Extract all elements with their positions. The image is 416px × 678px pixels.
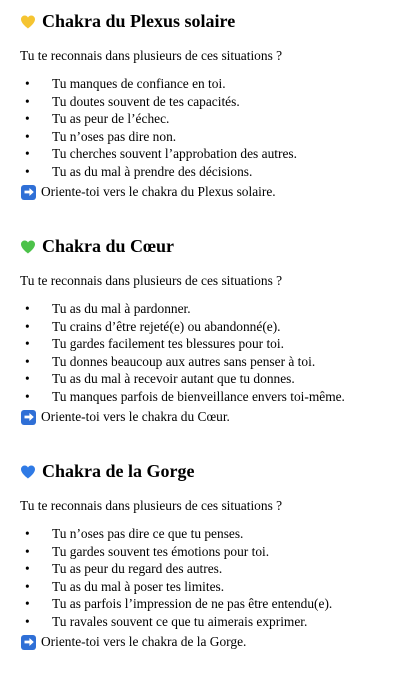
bullet: • (25, 613, 30, 629)
bullet: • (25, 388, 30, 404)
list-item-text: Tu cherches souvent l’approbation des autres. (52, 146, 297, 162)
section-heading (20, 10, 235, 32)
list-item-text: Tu n’oses pas dire ce que tu penses. (52, 526, 244, 541)
right-arrow-emoji-icon (21, 410, 36, 425)
bullet: • (25, 163, 30, 179)
list-item-text: Tu as peur de l’échec. (52, 111, 170, 127)
bullet: • (25, 146, 30, 162)
bullet: • (25, 301, 30, 316)
bullet: • (25, 128, 30, 144)
list-item-text: Tu crains d’être rejeté(e) ou abandonné(e). (52, 318, 281, 334)
list-item-text: Tu donnes beaucoup aux autres sans penser à toi. (52, 353, 316, 369)
section-intro: Tu te reconnais dans plusieurs de ces situations ? (20, 498, 283, 513)
bullet: • (25, 318, 30, 334)
recommendation (21, 633, 246, 651)
section-intro: Tu te reconnais dans plusieurs de ces situations ? (20, 48, 283, 63)
blue-heart-icon (20, 464, 36, 480)
bullet: • (25, 526, 30, 541)
list-item-text: Tu as du mal à poser tes limites. (52, 578, 225, 594)
bullet: • (25, 111, 30, 127)
section-title: Chakra du Cœur (42, 235, 175, 256)
list-item-text: Tu n’oses pas dire non. (52, 128, 177, 144)
bullet: • (25, 371, 30, 387)
list-item-text: Tu doutes souvent de tes capacités. (52, 93, 240, 109)
list-item-text: Tu gardes souvent tes émotions pour toi. (52, 543, 270, 559)
recommendation (21, 183, 276, 201)
list-item-text: Tu gardes facilement tes blessures pour toi. (52, 336, 284, 352)
bullet: • (25, 336, 30, 352)
bullet: • (25, 561, 30, 577)
list-item-text: Tu as du mal à pardonner. (52, 301, 191, 316)
list-item-text: Tu manques de confiance en toi. (52, 76, 226, 91)
section-heading (20, 460, 195, 482)
bullet: • (25, 93, 30, 109)
list-item-text: Tu as parfois l’impression de ne pas être entendu(e). (52, 596, 333, 612)
section-title: Chakra de la Gorge (42, 460, 195, 481)
bullet: • (25, 353, 30, 369)
list-item-text: Tu as peur du regard des autres. (52, 561, 223, 577)
section-heading (20, 235, 174, 257)
recommendation-text: Oriente-toi vers le chakra du Plexus solaire. (41, 184, 276, 199)
list-item-text: Tu as du mal à recevoir autant que tu donnes. (52, 371, 295, 387)
yellow-heart-icon (20, 14, 36, 30)
recommendation-text: Oriente-toi vers le chakra du Cœur. (41, 409, 230, 424)
recommendation (21, 408, 230, 426)
section-intro: Tu te reconnais dans plusieurs de ces situations ? (20, 273, 283, 288)
list-item-text: Tu ravales souvent ce que tu aimerais exprimer. (52, 613, 308, 629)
bullet: • (25, 596, 30, 612)
bullet: • (25, 76, 30, 91)
list-item-text: Tu manques parfois de bienveillance envers toi-même. (52, 388, 345, 404)
section-title: Chakra du Plexus solaire (42, 10, 236, 31)
recommendation-text: Oriente-toi vers le chakra de la Gorge. (41, 634, 247, 649)
right-arrow-emoji-icon (21, 185, 36, 200)
right-arrow-emoji-icon (21, 635, 36, 650)
list-item-text: Tu as du mal à prendre des décisions. (52, 163, 253, 179)
bullet: • (25, 543, 30, 559)
green-heart-icon (20, 239, 36, 255)
bullet: • (25, 578, 30, 594)
